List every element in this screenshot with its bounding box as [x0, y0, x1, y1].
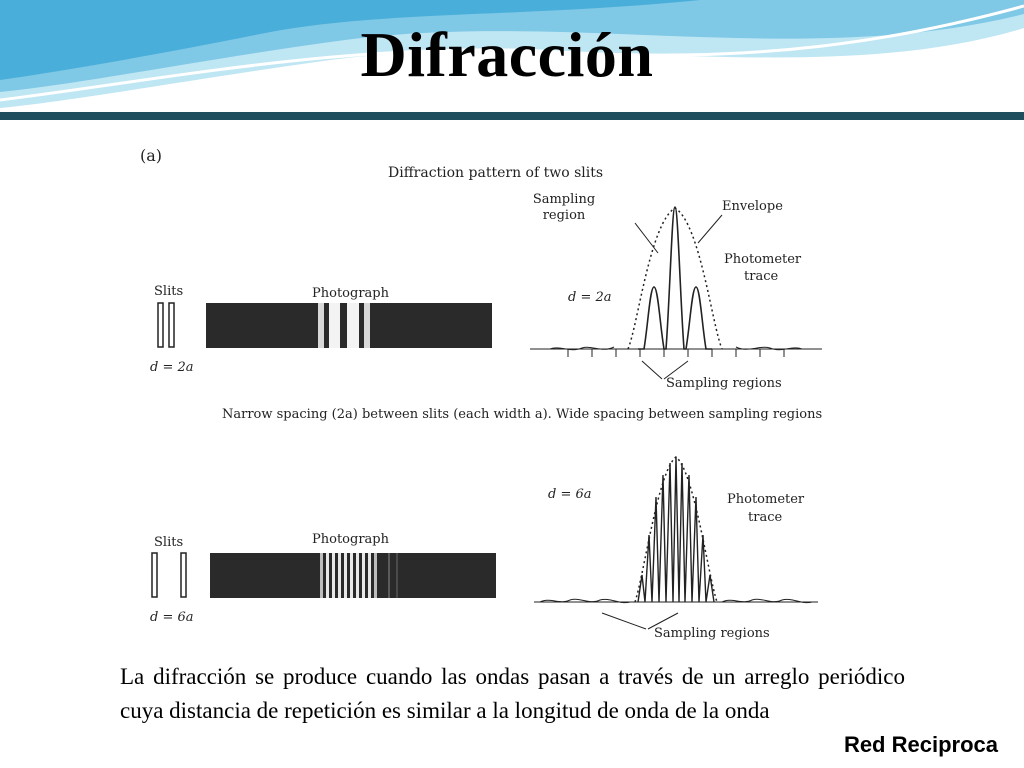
top-trace-d-label: d = 2a: [568, 290, 612, 305]
top-photometer-label-1: Photometer: [724, 252, 802, 267]
footer-label: Red Reciproca: [843, 732, 998, 757]
panel-label: (a): [140, 146, 163, 165]
diffraction-figure: [130, 135, 850, 650]
bottom-sampling-regions-label: Sampling regions: [654, 626, 770, 641]
top-slit-left: [158, 303, 163, 347]
top-sampling-region-label-1: Sampling: [532, 192, 596, 207]
top-sampling-region-label-2: region: [542, 208, 586, 223]
slide-body-text: La difracción se produce cuando las ondas pasan a través de un arreglo periódico cuya distancia de repetición es similar a la longitud de onda de la onda: [120, 664, 905, 723]
bottom-photograph-label: Photograph: [312, 532, 389, 547]
bottom-slits-label: Slits: [154, 535, 184, 550]
top-photometer-label-2: trace: [744, 269, 779, 284]
top-slit-right: [169, 303, 174, 347]
slide-title: Difracción: [360, 19, 654, 90]
bottom-slit-left: [152, 553, 157, 597]
figure-heading: Diffraction pattern of two slits: [388, 165, 604, 181]
middle-caption: Narrow spacing (2a) between slits (each width a). Wide spacing between sampling regions: [222, 407, 823, 422]
bottom-trace-d-label: d = 6a: [548, 487, 592, 502]
diffraction-diagram: [130, 135, 850, 650]
top-slits-label: Slits: [154, 284, 184, 299]
top-photograph-label: Photograph: [312, 286, 389, 301]
top-sampling-regions-label: Sampling regions: [666, 376, 782, 391]
bottom-photometer-label-1: Photometer: [727, 492, 805, 507]
bottom-photometer-label-2: trace: [748, 510, 783, 525]
top-slits-d-label: d = 2a: [150, 360, 194, 375]
slide-header: [0, 0, 1024, 120]
top-envelope-label: Envelope: [722, 199, 783, 214]
bottom-slits-d-label: d = 6a: [150, 610, 194, 625]
bottom-slit-right: [181, 553, 186, 597]
